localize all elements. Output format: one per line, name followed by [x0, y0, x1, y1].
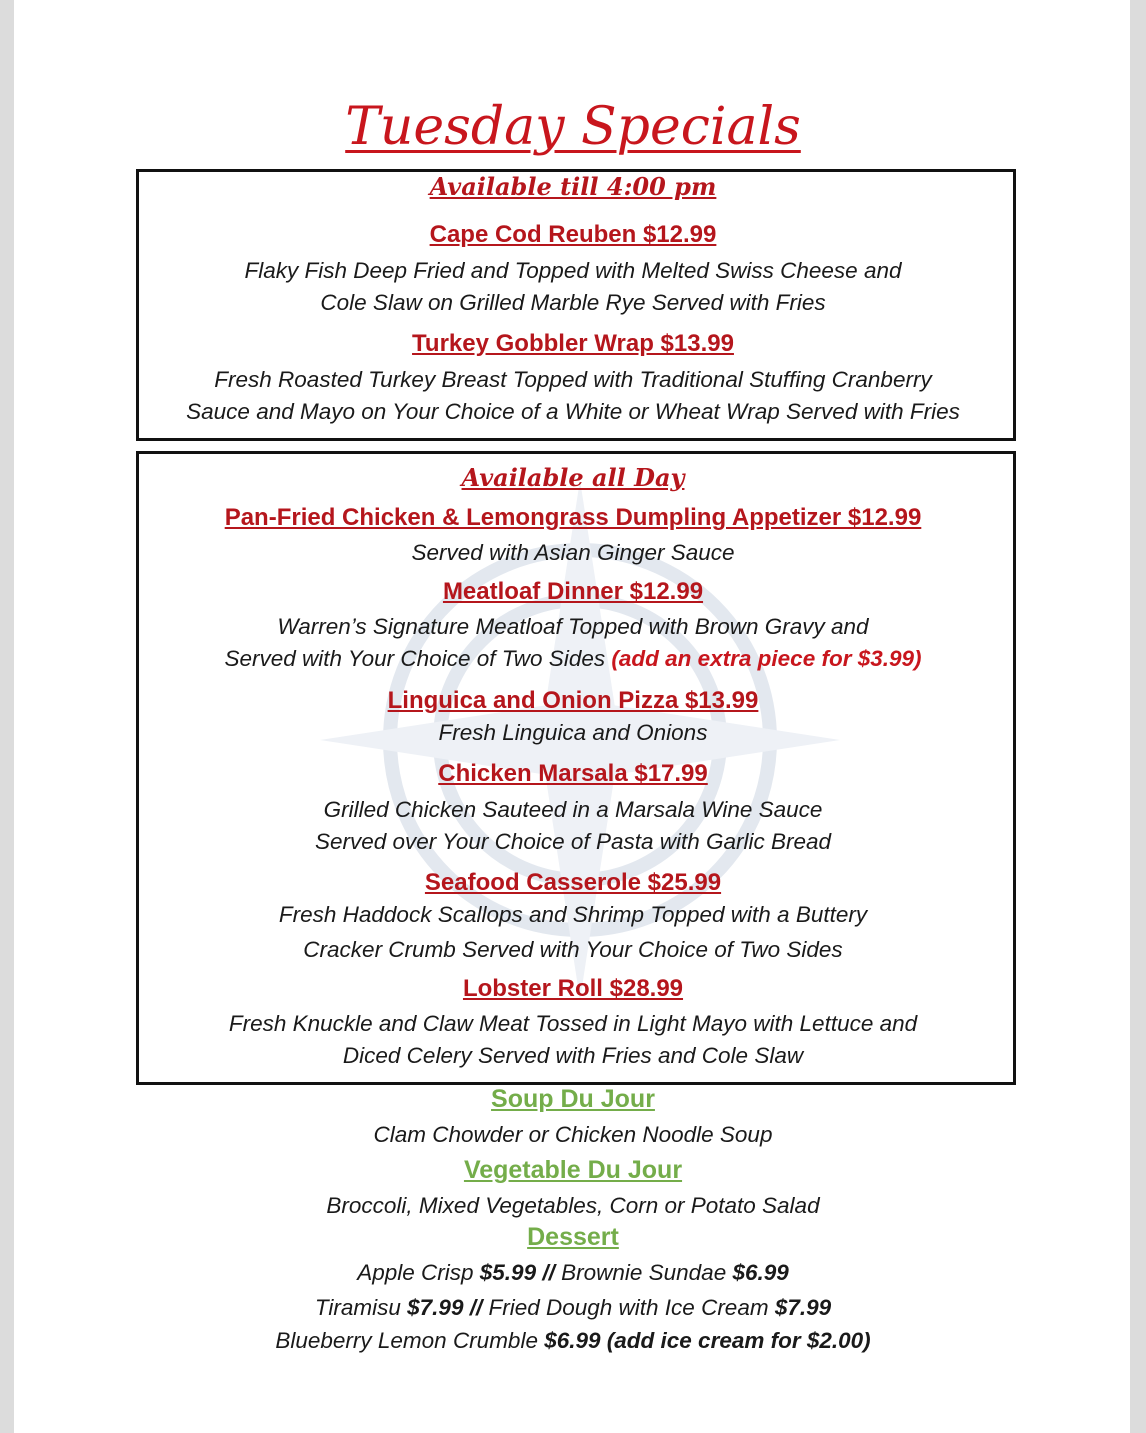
menu-item-title: Seafood Casserole $25.99	[424, 869, 722, 896]
menu-item-title: Linguica and Onion Pizza $13.99	[387, 687, 759, 714]
dessert-item: Apple Crisp	[357, 1260, 480, 1285]
soup-heading: Soup Du Jour	[491, 1085, 655, 1113]
menu-item-desc: Cracker Crumb Served with Your Choice of Two Sides	[303, 937, 843, 962]
dessert-item: Blueberry Lemon Crumble	[275, 1328, 545, 1353]
dessert-heading: Dessert	[527, 1223, 619, 1251]
menu-item-desc: Served with Your Choice of Two Sides (add an extra piece for $3.99)	[224, 646, 922, 671]
dessert-item: Tiramisu	[314, 1295, 408, 1320]
dessert-price: $6.99	[732, 1260, 789, 1285]
menu-item-title: Lobster Roll $28.99	[462, 975, 684, 1002]
dessert-price: $7.99	[774, 1295, 832, 1320]
menu-item-desc: Flaky Fish Deep Fried and Topped with Melted Swiss Cheese and	[244, 258, 902, 283]
dessert-item: Brownie Sundae	[554, 1260, 733, 1285]
menu-item-title: Turkey Gobbler Wrap $13.99	[412, 330, 734, 357]
menu-item-title: Meatloaf Dinner $12.99	[442, 578, 704, 605]
extra-piece-note: (add an extra piece for $3.99)	[611, 646, 922, 671]
menu-item-desc: Fresh Linguica and Onions	[438, 720, 708, 745]
dessert-line	[0, 1328, 1146, 1354]
soup-desc: Clam Chowder or Chicken Noodle Soup	[373, 1122, 773, 1147]
menu-item-desc: Fresh Knuckle and Claw Meat Tossed in Light Mayo with Lettuce and	[228, 1011, 918, 1036]
menu-item-desc: Sauce and Mayo on Your Choice of a White or Wheat Wrap Served with Fries	[186, 399, 960, 424]
menu-item-desc: Grilled Chicken Sauteed in a Marsala Wine Sauce	[323, 797, 823, 822]
dessert-price: $5.99 //	[479, 1260, 555, 1285]
menu-item-desc: Fresh Roasted Turkey Breast Topped with Traditional Stuffing Cranberry	[214, 367, 932, 392]
vegetable-heading: Vegetable Du Jour	[463, 1156, 683, 1184]
menu-item-desc: Fresh Haddock Scallops and Shrimp Topped with a Buttery	[278, 902, 868, 927]
menu-item-title: Cape Cod Reuben $12.99	[429, 221, 717, 248]
allday-availability: Available all Day	[461, 463, 685, 492]
menu-item-desc: Diced Celery Served with Fries and Cole Slaw	[342, 1043, 804, 1068]
dessert-item: Fried Dough with Ice Cream	[482, 1295, 775, 1320]
menu-item-desc: Warren’s Signature Meatloaf Topped with Brown Gravy and	[277, 614, 869, 639]
menu-item-desc: Served with Asian Ginger Sauce	[411, 540, 735, 565]
dessert-line	[0, 1260, 1146, 1286]
menu-item-desc: Cole Slaw on Grilled Marble Rye Served with Fries	[320, 290, 826, 315]
lunch-availability: Available till 4:00 pm	[429, 172, 717, 201]
menu-item-desc: Served over Your Choice of Pasta with Garlic Bread	[314, 829, 832, 854]
page-title: Tuesday Specials	[345, 97, 801, 157]
dessert-price: $7.99 //	[407, 1295, 483, 1320]
menu-item-title: Chicken Marsala $17.99	[438, 760, 708, 787]
dessert-line	[0, 1295, 1146, 1321]
menu-item-title: Pan-Fried Chicken & Lemongrass Dumpling Appetizer $12.99	[224, 504, 922, 531]
dessert-price: $6.99 (add ice cream for $2.00)	[544, 1328, 871, 1353]
vegetable-desc: Broccoli, Mixed Vegetables, Corn or Potato Salad	[326, 1193, 820, 1218]
